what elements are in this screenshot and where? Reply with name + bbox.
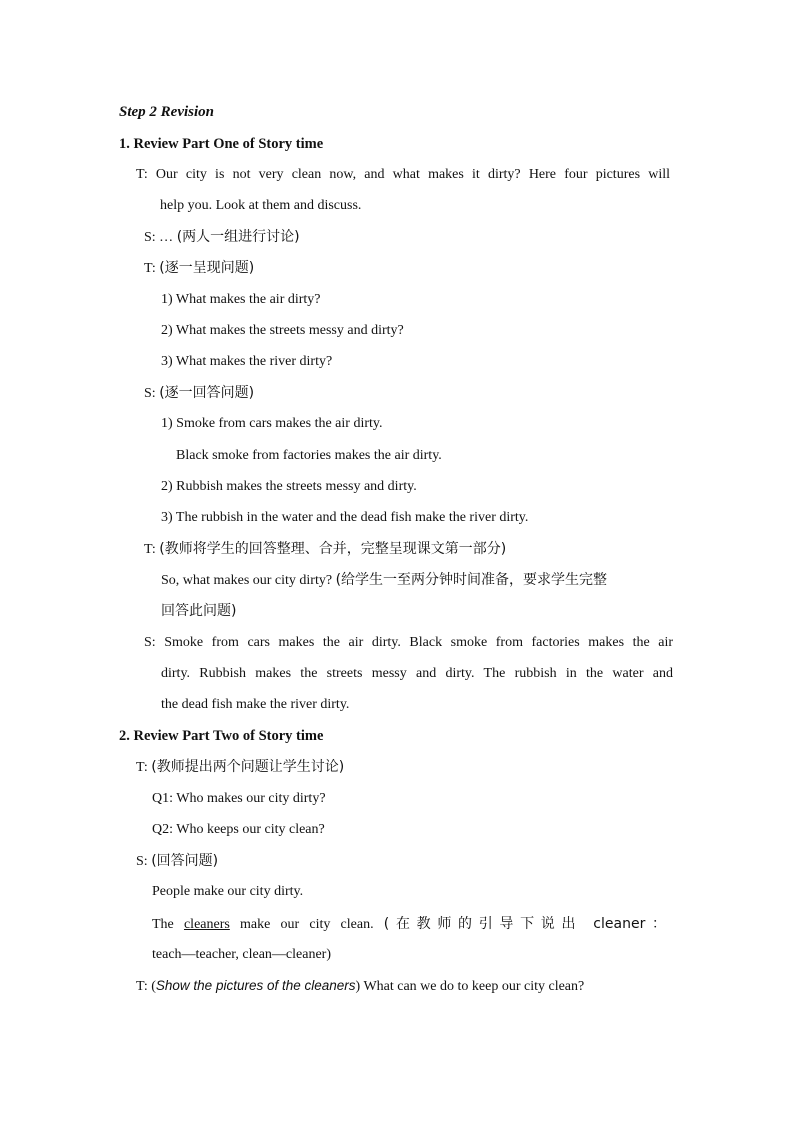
- part2-q2: Q2: Who keeps our city clean?: [152, 822, 325, 837]
- summary-line-1: S: Smoke from cars makes the air dirty. Black smoke from factories makes the air: [144, 635, 673, 650]
- part2-t1-note: (教师提出两个问题让学生讨论): [151, 759, 345, 775]
- answer-1b: Black smoke from factories makes the air dirty.: [176, 448, 442, 463]
- question-3: 3) What makes the river dirty?: [161, 354, 333, 369]
- cleaners-line: [152, 915, 666, 934]
- part2-t1-prefix: T:: [136, 760, 152, 775]
- part1-t1-line2: help you. Look at them and discuss.: [160, 198, 362, 213]
- part2-t2-prefix: T: (: [136, 979, 156, 994]
- summary-line-2: dirty. Rubbish makes the streets messy and dirty. The rubbish in the water and: [161, 666, 673, 681]
- people-line: People make our city dirty.: [152, 884, 304, 899]
- part1-t3-note: (教师将学生的回答整理、合并，完整呈现课文第一部分): [159, 541, 507, 557]
- answer-1: 1) Smoke from cars makes the air dirty.: [161, 416, 383, 431]
- so-note-1: (给学生一至两分钟时间准备，要求学生完整: [335, 572, 608, 588]
- part1-s2-line: [144, 384, 254, 403]
- part2-t1-line: [136, 758, 344, 777]
- so-note-2: 回答此问题): [161, 603, 237, 619]
- part1-t2-prefix: T:: [144, 261, 160, 276]
- part2-s1-line: [136, 852, 218, 871]
- part1-s2-prefix: S:: [144, 386, 160, 401]
- part1-t3-prefix: T:: [144, 542, 160, 557]
- part2-t2-rest: ) What can we do to keep our city clean?: [355, 979, 585, 994]
- part2-t2-italic: Show the pictures of the cleaners: [155, 978, 356, 993]
- cleaners-post: make our city clean.: [229, 917, 384, 932]
- part1-t3-line: [144, 540, 506, 559]
- part2-s1-note: (回答问题): [151, 853, 219, 869]
- part2-heading: 2. Review Part Two of Story time: [119, 728, 324, 744]
- answer-3: 3) The rubbish in the water and the dead fish make the river dirty.: [161, 510, 529, 525]
- part1-t2-line: [144, 259, 254, 278]
- part2-q1: Q1: Who makes our city dirty?: [152, 791, 326, 806]
- so-text: So, what makes our city dirty?: [161, 573, 336, 588]
- part1-heading: 1. Review Part One of Story time: [119, 136, 324, 152]
- part1-s1-line: [144, 228, 300, 247]
- question-2: 2) What makes the streets messy and dirty?: [161, 323, 404, 338]
- part1-t1-line1: T: Our city is not very clean now, and what makes it dirty? Here four pictures will: [136, 167, 670, 182]
- cleaners-note: (在教师的引导下说出 cleaner：: [383, 916, 667, 932]
- part1-s2-note: (逐一回答问题): [159, 385, 255, 401]
- so-line: [161, 571, 607, 590]
- part1-s1-note: (两人一组进行讨论): [176, 229, 300, 245]
- part1-t2-note: (逐一呈现问题): [159, 260, 255, 276]
- part1-s1-prefix: S: …: [144, 230, 177, 245]
- part2-s1-prefix: S:: [136, 854, 152, 869]
- summary-line-3: the dead fish make the river dirty.: [161, 697, 350, 712]
- step-title: Step 2 Revision: [119, 104, 215, 120]
- teach-line: teach—teacher, clean—cleaner): [152, 947, 331, 962]
- part2-t2-line: [136, 977, 584, 996]
- cleaners-pre: The: [152, 917, 184, 932]
- question-1: 1) What makes the air dirty?: [161, 292, 321, 307]
- cleaners-word: cleaners: [183, 917, 230, 932]
- answer-2: 2) Rubbish makes the streets messy and dirty.: [161, 479, 417, 494]
